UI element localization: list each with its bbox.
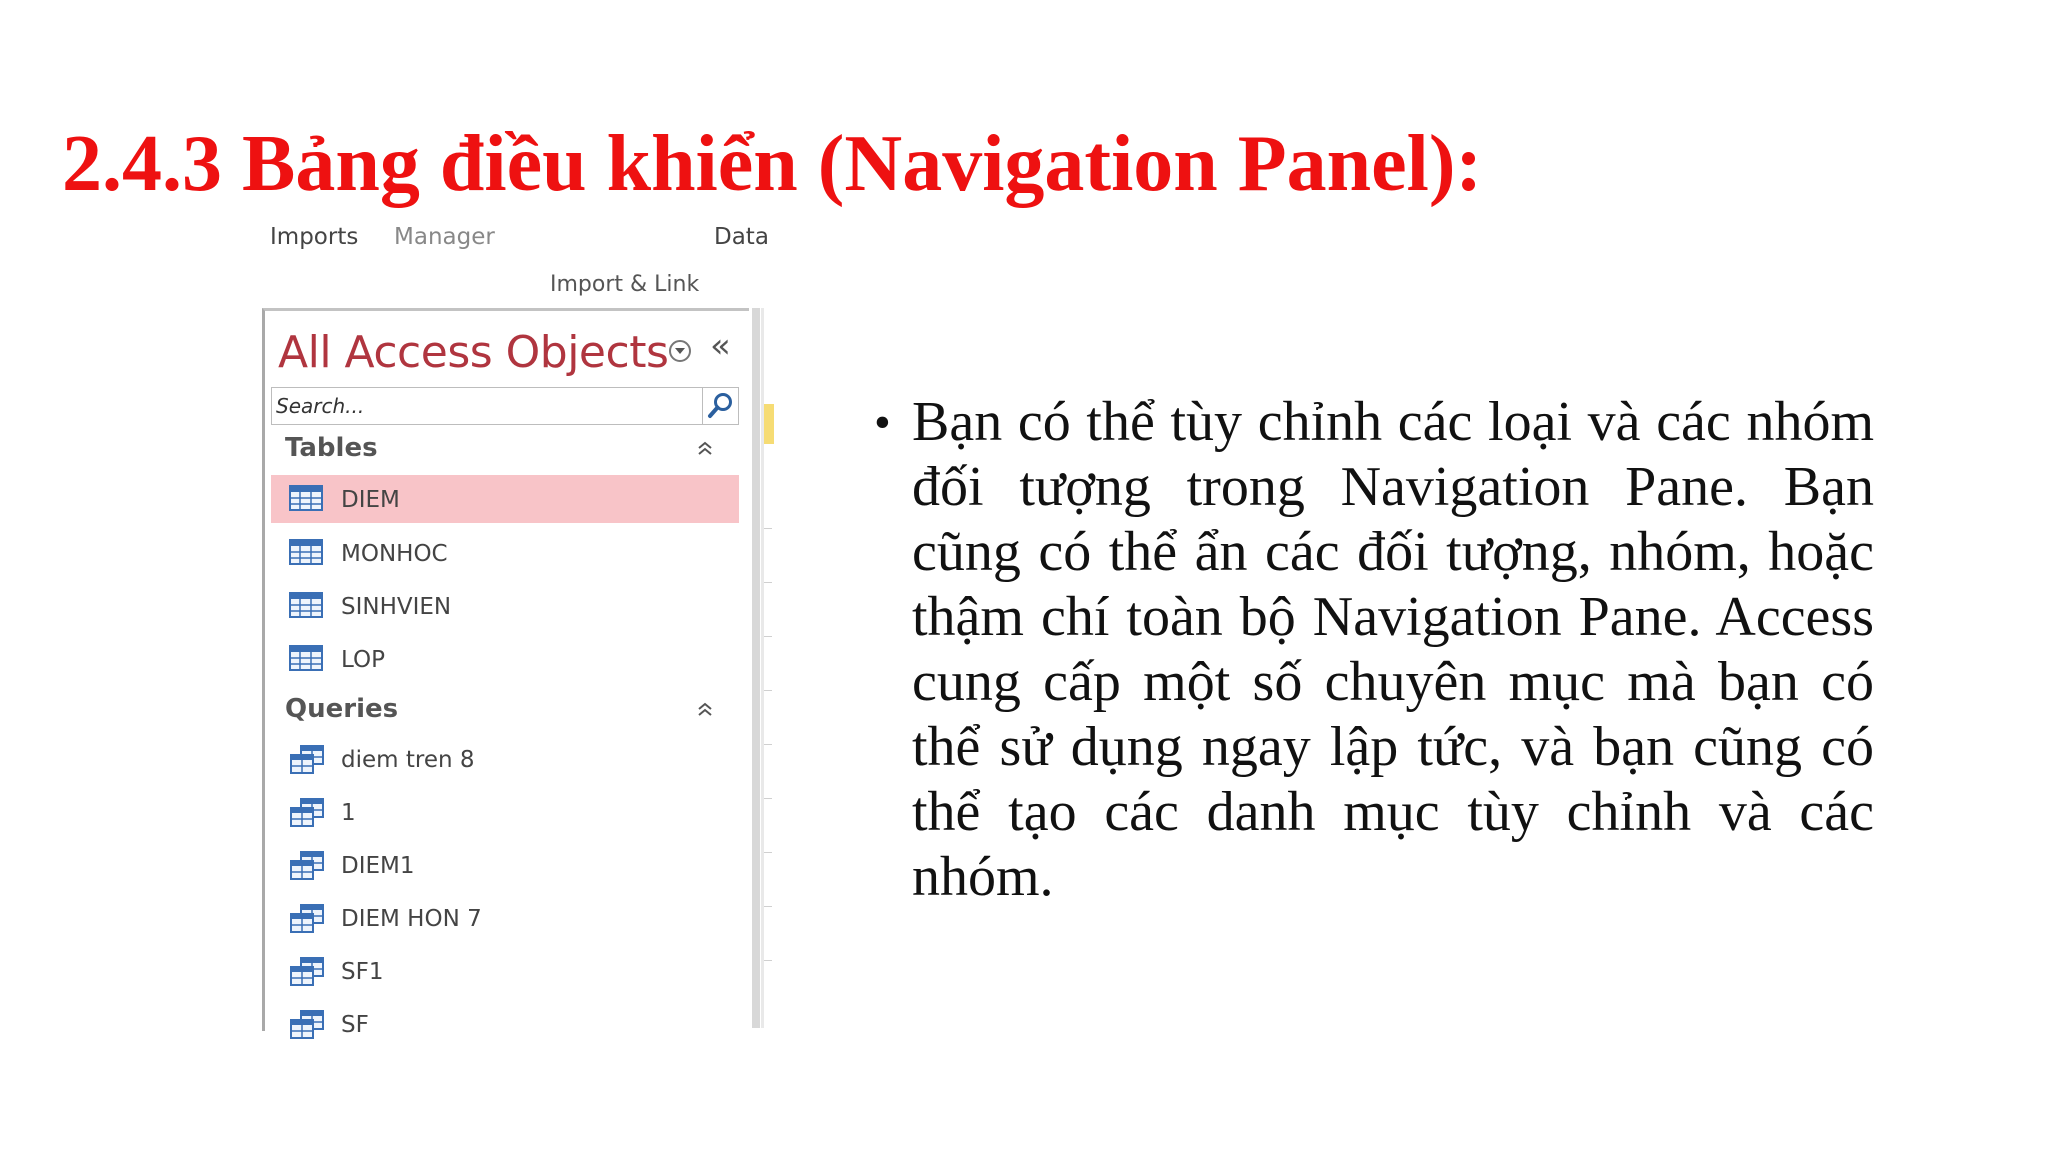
nav-item-label: SINHVIEN: [341, 594, 452, 620]
nav-item-query[interactable]: [271, 788, 739, 836]
nav-item-label: 1: [341, 800, 356, 826]
table-icon: [289, 539, 323, 565]
sheet-edge-accent: [764, 404, 774, 444]
nav-item-table[interactable]: [271, 475, 739, 523]
sheet-gridline: [764, 906, 772, 907]
search-input[interactable]: [274, 390, 698, 422]
ribbon-fragment-data: Data: [714, 224, 769, 250]
group-header-tables[interactable]: Tables: [285, 433, 378, 463]
nav-item-label: LOP: [341, 647, 385, 673]
group-header-queries[interactable]: Queries: [285, 694, 399, 724]
nav-item-label: DIEM: [341, 487, 400, 513]
nav-item-table[interactable]: [271, 582, 739, 630]
bullet-list: [864, 390, 1874, 910]
bullet-item: [864, 390, 1874, 910]
sheet-gridline: [764, 798, 772, 799]
chevron-double-up-icon[interactable]: [695, 439, 715, 459]
nav-item-label: SF: [341, 1012, 369, 1038]
ribbon-fragment-manager: Manager: [394, 224, 495, 250]
nav-item-query[interactable]: [271, 1000, 739, 1048]
sheet-gridline: [764, 636, 772, 637]
sheet-gridline: [764, 960, 772, 961]
query-icon: [289, 851, 325, 881]
table-icon: [289, 592, 323, 618]
nav-pane-title[interactable]: All Access Objects: [278, 327, 669, 378]
bullet-text: Bạn có thể tùy chỉnh các loại và các nhóm đối tượng trong Navigation Pane. Bạn cũng có thể ẩn các đối tượng, nhóm, hoặc thậm chí toàn bộ Navigation Pane. Access cung cấp một số chuyên mục mà bạn có thể sử dụng ngay lập tức, và bạn cũng có thể tạo các danh mục tùy chỉnh và các nhóm.: [912, 391, 1874, 908]
access-screenshot: [258, 224, 770, 1038]
query-icon: [289, 745, 325, 775]
sheet-gridline: [764, 582, 772, 583]
chevron-double-up-icon[interactable]: [695, 700, 715, 720]
nav-item-query[interactable]: [271, 735, 739, 783]
nav-item-label: MONHOC: [341, 541, 448, 567]
bullet-dot-icon: •: [874, 396, 891, 449]
sheet-gridline: [764, 852, 772, 853]
nav-item-query[interactable]: [271, 894, 739, 942]
query-icon: [289, 957, 325, 987]
collapse-pane-icon[interactable]: «: [710, 326, 731, 366]
sheet-gridline: [764, 744, 772, 745]
search-box: [271, 387, 739, 425]
slide-title: 2.4.3 Bảng điều khiển (Navigation Panel):: [62, 119, 1483, 208]
search-icon: [708, 392, 734, 420]
nav-item-label: DIEM HON 7: [341, 906, 482, 932]
query-icon: [289, 798, 325, 828]
nav-item-query[interactable]: [271, 947, 739, 995]
nav-item-label: DIEM1: [341, 853, 415, 879]
ribbon-fragment-imports: Imports: [270, 224, 359, 250]
nav-item-label: SF1: [341, 959, 384, 985]
sheet-gridline: [764, 690, 772, 691]
nav-item-table[interactable]: [271, 635, 739, 683]
search-button[interactable]: [702, 388, 738, 424]
ribbon-group-import-link: Import & Link: [550, 272, 700, 297]
table-icon: [289, 645, 323, 671]
table-icon: [289, 485, 323, 511]
nav-item-table[interactable]: [271, 529, 739, 577]
vertical-scrollbar[interactable]: [752, 308, 760, 1028]
dropdown-circle-icon[interactable]: [669, 340, 691, 362]
query-icon: [289, 1010, 325, 1040]
sheet-gridline: [764, 528, 772, 529]
nav-item-label: diem tren 8: [341, 747, 475, 773]
navigation-pane: [262, 308, 749, 1038]
nav-item-query[interactable]: [271, 841, 739, 889]
query-icon: [289, 904, 325, 934]
